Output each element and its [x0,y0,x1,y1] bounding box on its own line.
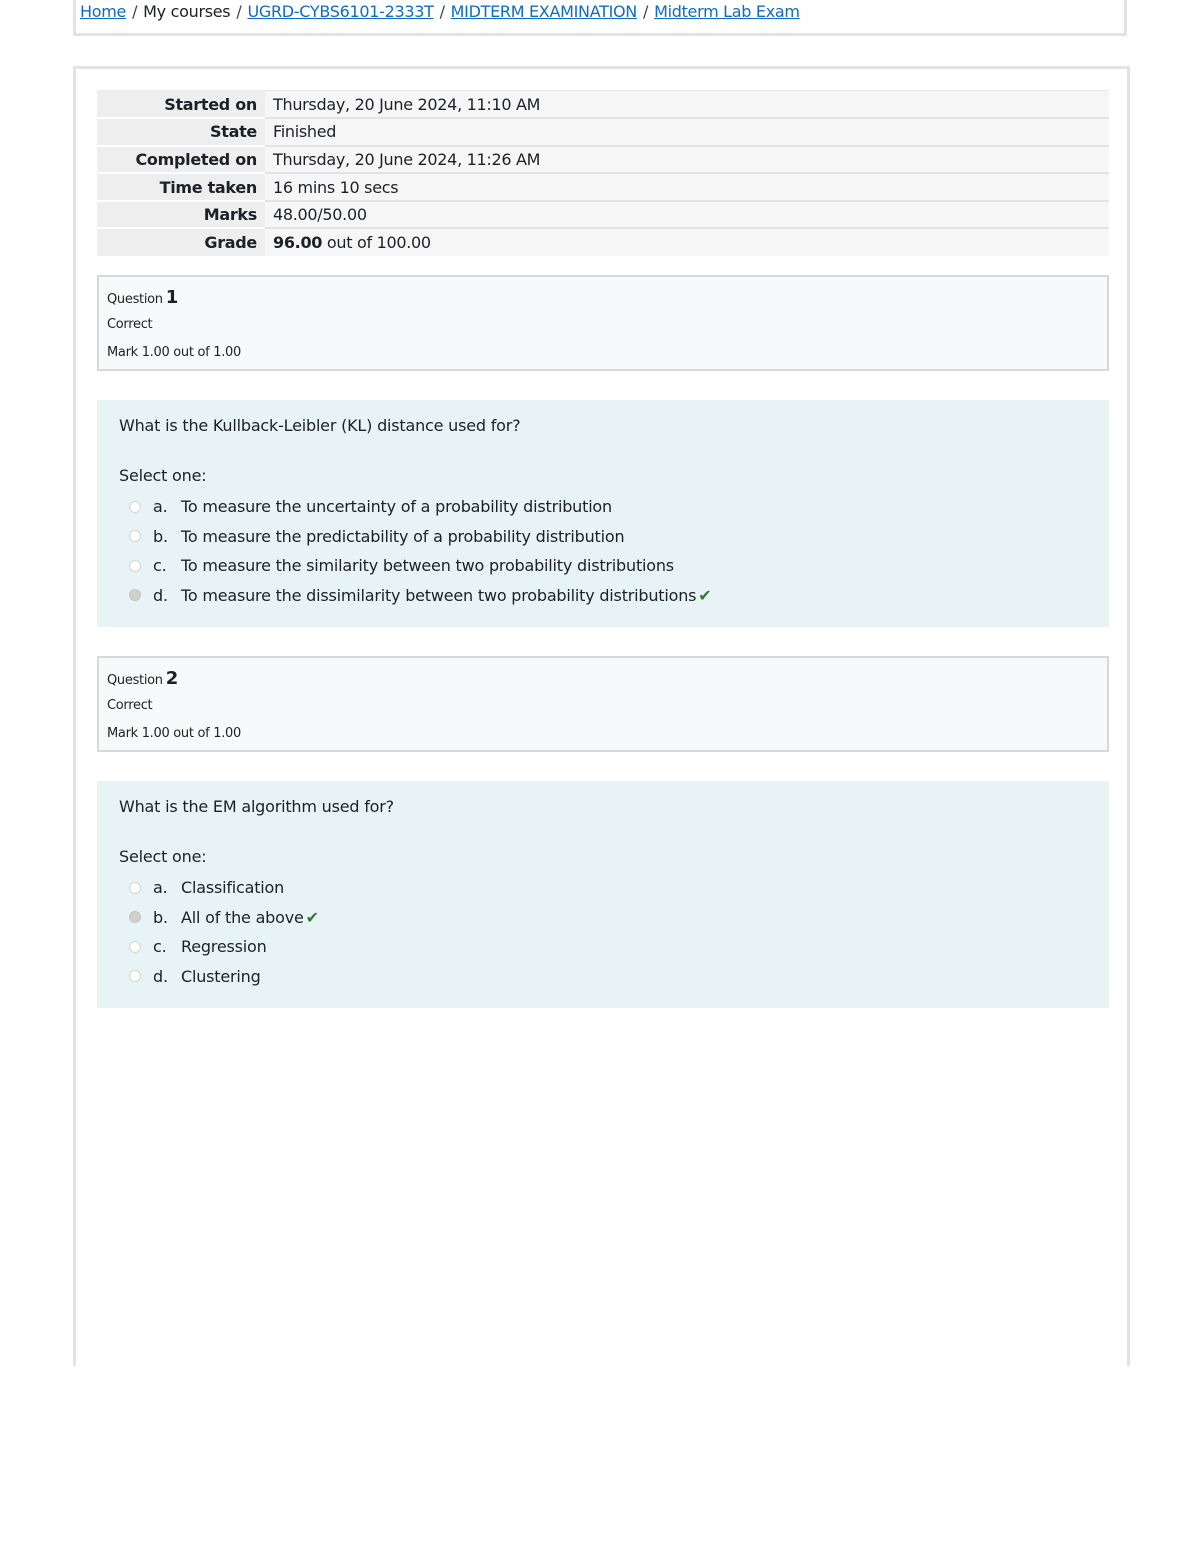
answer-option-d[interactable] [129,962,319,992]
answer-letter: b. [153,907,168,927]
answer-letter: b. [153,526,168,546]
select-one-prompt: Select one: [119,847,207,866]
radio-button[interactable] [129,501,141,513]
question-state: Correct [107,698,153,713]
question-number-value: 1 [165,287,178,308]
answer-option-d[interactable] [129,581,712,611]
answer-text: To measure the dissimilarity between two probability distributions [181,585,697,605]
radio-button-selected[interactable] [129,911,141,923]
answer-text: Classification [181,878,285,898]
radio-button[interactable] [129,941,141,953]
answer-letter: c. [153,556,167,576]
question-state: Correct [107,317,153,332]
question-content-2 [97,781,1109,1008]
summary-row-completed [97,146,1109,174]
answer-option-c[interactable] [129,932,319,962]
answer-text: To measure the predictability of a probability distribution [181,526,625,546]
breadcrumb-separator: / [642,2,649,21]
breadcrumb-section-link[interactable]: MIDTERM EXAMINATION [450,2,637,21]
answer-option-b[interactable] [129,903,319,933]
answer-letter: d. [153,585,168,605]
summary-value: 16 mins 10 secs [265,173,1109,201]
summary-label: Grade [97,228,265,256]
answer-option-c[interactable] [129,551,712,581]
answer-text: Regression [181,937,267,957]
attempt-summary-table [97,90,1109,256]
answer-list [129,873,319,991]
radio-button[interactable] [129,970,141,982]
answer-letter: a. [153,497,168,517]
summary-value: Thursday, 20 June 2024, 11:26 AM [265,146,1109,174]
question-text: What is the Kullback-Leibler (KL) distance used for? [119,416,521,435]
summary-label: Time taken [97,173,265,201]
question-text: What is the EM algorithm used for? [119,797,394,816]
summary-value: 48.00/50.00 [265,201,1109,229]
radio-button[interactable] [129,560,141,572]
answer-text: To measure the similarity between two probability distributions [181,556,674,576]
breadcrumb-separator: / [439,2,445,21]
question-grade: Mark 1.00 out of 1.00 [107,345,241,360]
answer-text: To measure the uncertainty of a probability distribution [181,497,612,517]
summary-label: Started on [97,91,265,119]
summary-value [265,228,1109,256]
summary-row-state [97,118,1109,146]
check-icon: ✔ [305,907,319,927]
breadcrumb [80,2,800,21]
question-content-1 [97,400,1109,627]
summary-label: Marks [97,201,265,229]
breadcrumb-my-courses: My courses [143,2,231,21]
quiz-review-panel [73,66,1130,1366]
radio-button[interactable] [129,530,141,542]
question-grade: Mark 1.00 out of 1.00 [107,726,241,741]
breadcrumb-activity-link[interactable]: Midterm Lab Exam [654,2,800,21]
summary-value: Thursday, 20 June 2024, 11:10 AM [265,91,1109,119]
answer-text: Clustering [181,966,261,986]
breadcrumb-separator: / [236,2,242,21]
breadcrumb-course-link[interactable]: UGRD-CYBS6101-2333T [247,2,434,21]
answer-list [129,492,712,610]
answer-letter: a. [153,878,168,898]
answer-option-a[interactable] [129,492,712,522]
summary-value: Finished [265,118,1109,146]
answer-letter: c. [153,937,167,957]
summary-row-grade [97,228,1109,256]
radio-button[interactable] [129,882,141,894]
summary-label: State [97,118,265,146]
summary-row-started [97,91,1109,119]
radio-button-selected[interactable] [129,589,141,601]
question-label: Question [107,673,163,688]
summary-row-marks [97,201,1109,229]
question-number-value: 2 [165,668,178,689]
answer-option-b[interactable] [129,522,712,552]
breadcrumb-separator: / [132,2,138,21]
question-label: Question [107,292,163,307]
answer-text: All of the above [181,907,304,927]
question-number [107,668,178,689]
answer-option-a[interactable] [129,873,319,903]
question-info-2 [97,656,1109,752]
question-number [107,287,178,308]
grade-suffix: out of 100.00 [326,233,431,253]
summary-label: Completed on [97,146,265,174]
grade-value: 96.00 [273,233,323,253]
answer-letter: d. [153,966,168,986]
select-one-prompt: Select one: [119,466,207,485]
question-info-1 [97,275,1109,371]
breadcrumb-home-link[interactable]: Home [80,2,127,21]
check-icon: ✔ [698,585,712,605]
breadcrumb-bar [73,0,1127,36]
summary-row-time-taken [97,173,1109,201]
